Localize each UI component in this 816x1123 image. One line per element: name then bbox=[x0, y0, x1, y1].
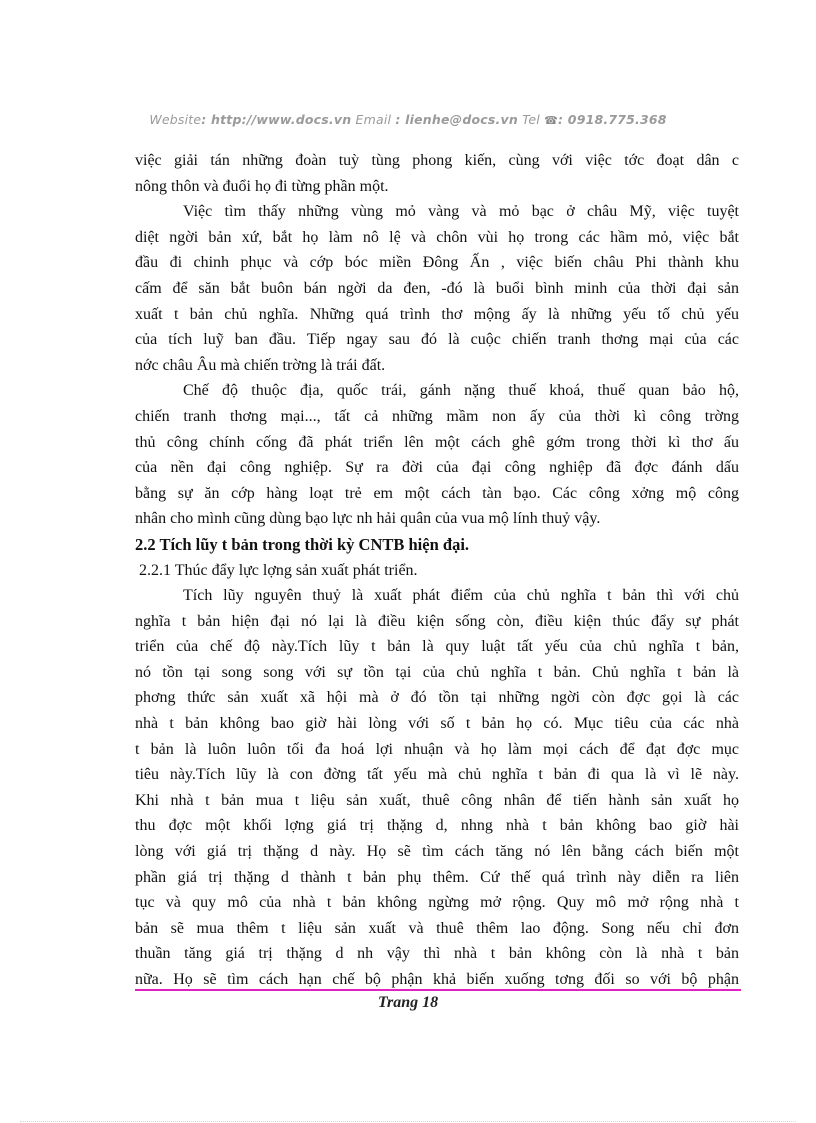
footer-divider bbox=[135, 989, 741, 991]
body-line: thủ công chính cống đã phát triển lên một cách ghê gớm trong thời kì thơ ấu bbox=[135, 433, 739, 451]
subsection-heading: 2.2.1 Thúc đẩy lực lợng sản xuất phát triển. bbox=[139, 561, 418, 579]
page-edge-divider bbox=[20, 1121, 796, 1122]
body-line: Chế độ thuộc địa, quốc trái, gánh nặng thuế khoá, thuế quan bảo hộ, bbox=[183, 382, 739, 400]
body-line: nớc châu Âu mà chiến trờng là trái đất. bbox=[135, 356, 386, 374]
body-line: nó tồn tại song song với sự tồn tại của chủ nghĩa t bản. Chủ nghĩa t bản là bbox=[135, 663, 739, 681]
body-line: nông thôn và đuổi họ đi từng phần một. bbox=[135, 177, 389, 195]
body-line: diệt ngời bản xứ, bắt họ làm nô lệ và chôn vùi họ trong các hầm mỏ, việc bắt bbox=[135, 228, 739, 246]
body-line: nhà t bản không bao giờ hài lòng với số t bản họ có. Mục tiêu của các nhà bbox=[135, 715, 739, 733]
body-line: phơng thức sản xuất xã hội mà ở đó tồn tại những ngời còn đợc gọi là các bbox=[135, 689, 739, 707]
body-line: bằng sự ăn cớp hàng loạt trẻ em một cách tàn bạo. Các công xởng mộ công bbox=[135, 484, 739, 502]
body-line: t bản là luôn luôn tối đa hoá lợi nhuận và họ làm mọi cách để đạt đợc mục bbox=[135, 740, 739, 758]
body-line: đầu đi chinh phục và cớp bóc miền Đông Ấn , việc biến châu Phi thành khu bbox=[135, 254, 739, 272]
body-line: tục và quy mô của nhà t bản không ngừng mở rộng. Quy mô mở rộng nhà t bbox=[135, 894, 739, 912]
body-line: nữa. Họ sẽ tìm cách hạn chế bộ phận khả biến xuống tơng đối so với bộ phận bbox=[135, 971, 739, 988]
body-line: của tích luỹ ban đầu. Tiếp ngay sau đó là cuộc chiến tranh thơng mại của các bbox=[135, 331, 739, 349]
body-line: lòng với giá trị thặng d này. Họ sẽ tìm cách tăng nó lên bằng cách biến một bbox=[135, 843, 739, 861]
body-line: chiến tranh thơng mại..., tất cả những mầm non ấy của thời kì công trờng bbox=[135, 407, 739, 425]
website-label: Website bbox=[149, 112, 202, 127]
body-line: việc giải tán những đoàn tuỳ tùng phong kiến, cùng với việc tớc đoạt dân c bbox=[135, 152, 739, 169]
tel-label: Tel bbox=[517, 112, 545, 127]
email-label: Email bbox=[351, 112, 396, 127]
body-line: thu đợc một khối lợng giá trị thặng d, nhng nhà t bản không bao giờ hài bbox=[135, 817, 739, 835]
body-line: Việc tìm thấy những vùng mỏ vàng và mỏ bạc ở châu Mỹ, việc tuyệt bbox=[183, 203, 739, 221]
body-line: thuần tăng giá trị thặng d nh vậy thì nhà t bản không còn là nhà t bản bbox=[135, 945, 739, 963]
page-number: Trang 18 bbox=[377, 994, 439, 1011]
page-header bbox=[0, 112, 816, 127]
email-value: : lienhe@docs.vn bbox=[395, 112, 518, 127]
phone-icon: ☎ bbox=[544, 114, 559, 127]
website-value: : http://www.docs.vn bbox=[201, 112, 352, 127]
body-line: tiêu này.Tích lũy là con đờng tất yếu mà chủ nghĩa t bản đi qua là vì lẽ này. bbox=[135, 766, 739, 784]
body-line: xuất t bản chủ nghĩa. Những quá trình thơ mộng ấy là những yếu tố chủ yếu bbox=[135, 305, 739, 323]
body-line: phần giá trị thặng d thành t bản phụ thêm. Cứ thế quá trình này diễn ra liên bbox=[135, 868, 739, 886]
body-line: của nền đại công nghiệp. Sự ra đời của đại công nghiệp đã đợc đánh dấu bbox=[135, 459, 739, 477]
section-heading: 2.2 Tích lũy t bản trong thời kỳ CNTB hiện đại. bbox=[135, 534, 470, 554]
body-line: triển của chế độ này.Tích lũy t bản là quy luật tất yếu của chủ nghĩa t bản, bbox=[135, 638, 739, 656]
body-line: nghĩa t bản hiện đại nó lại là điều kiện sống còn, điều kiện thúc đẩy sự phát bbox=[135, 612, 739, 630]
body-line: cấm để săn bắt buôn bán ngời da đen, -đó là buổi bình minh của thời đại sản bbox=[135, 279, 739, 297]
body-line: bản sẽ mua thêm t liệu sản xuất và thuê thêm lao động. Song nếu chỉ đơn bbox=[135, 919, 739, 937]
body-line: Tích lũy nguyên thuỷ là xuất phát điểm của chủ nghĩa t bản thì với chủ bbox=[183, 587, 739, 605]
document-body bbox=[135, 148, 739, 993]
body-line: Khi nhà t bản mua t liệu sản xuất, thuê công nhân để tiến hành sản xuất họ bbox=[135, 791, 739, 809]
tel-value: : 0918.775.368 bbox=[558, 112, 667, 127]
body-line: nhân cho mình cũng dùng bạo lực nh hải quân của vua mộ lính thuỷ vậy. bbox=[135, 510, 601, 528]
